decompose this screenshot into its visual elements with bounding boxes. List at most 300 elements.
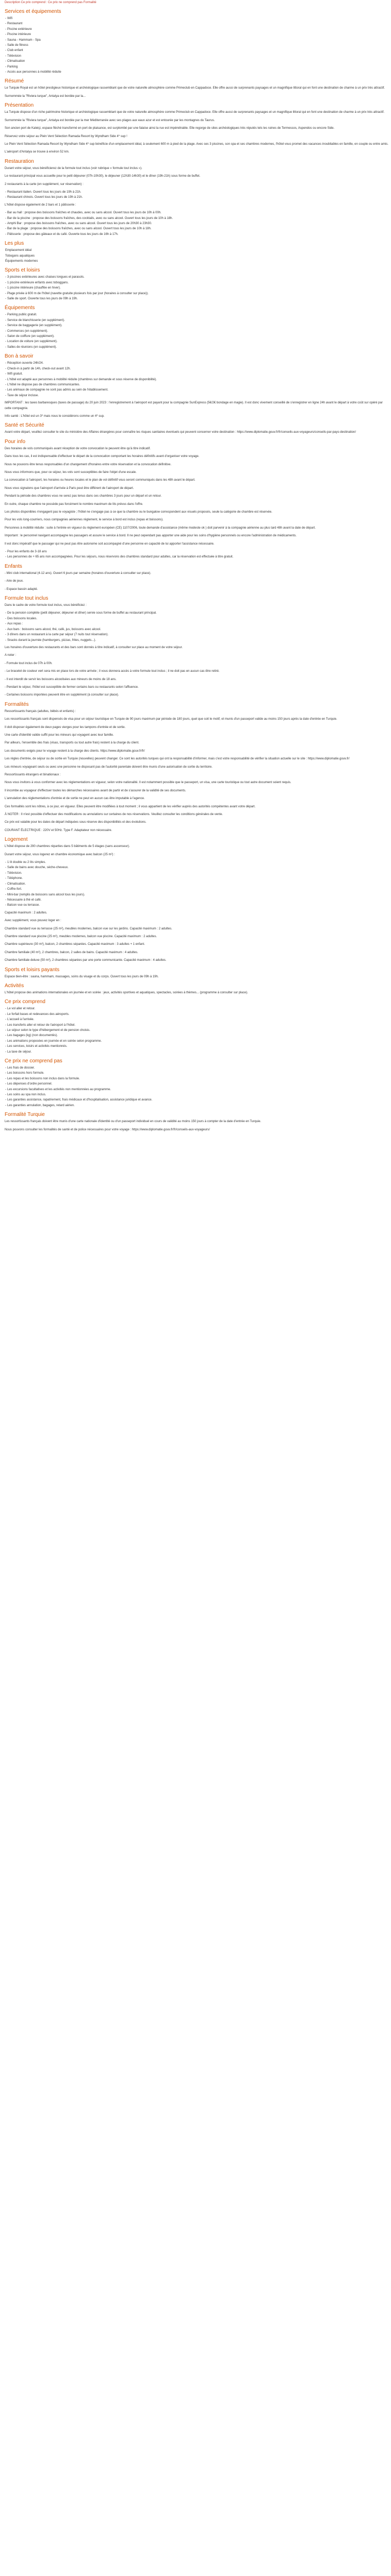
list-item bbox=[5, 1081, 389, 1087]
list-item bbox=[5, 892, 389, 897]
dash-bullet: - bbox=[5, 340, 6, 344]
section-activites bbox=[5, 982, 389, 995]
list-item-label: Sauna - Hammam - Spa bbox=[7, 38, 41, 42]
section-list bbox=[5, 275, 389, 301]
dash-bullet: - bbox=[5, 196, 6, 199]
section-list bbox=[5, 16, 389, 75]
list-item bbox=[5, 275, 389, 280]
section-paragraph: Info santé : L'hôtel est un 3* mais nous le considérons comme un 4* sup. bbox=[5, 414, 105, 418]
dash-bullet: - bbox=[5, 633, 6, 637]
section-paragraph: Le restaurant principal vous accueille pour le petit déjeuner (07h-10h30), le déjeuner (12h30-14h30) et le dîner (19h-21h) sous forme de buffet. bbox=[5, 175, 201, 178]
list-item-label: 3 piscines extérieures avec chaises longues et parasols. bbox=[7, 276, 85, 279]
list-item-label: Les frais de dossier. bbox=[7, 1066, 35, 1070]
dash-bullet: - bbox=[5, 866, 6, 870]
list-item-label: Salon de coiffure (en supplément). bbox=[7, 335, 55, 338]
section-paragraph: Ce prix est valable pour les dates de départ indiquées sous réserve des disponibilités et des évolutions. bbox=[5, 821, 146, 824]
section-paragraph: COURANT ÉLECTRIQUE : 220V et 50Hz. Type F. Adaptateur non nécessaire. bbox=[5, 828, 112, 832]
section-paragraph: Les ressortissants français doivent être munis d'une carte nationale d'identité ou d'un passeport individuel en cours de validité au moins 150 jours à compter de la date d'entrée en Turquie. bbox=[5, 1120, 262, 1124]
list-item bbox=[5, 1076, 389, 1081]
section-heading: Santé et Sécurité bbox=[5, 422, 44, 429]
section-paragraph: Ces formalités sont les nôtres, à ce jour, en vigueur. Elles peuvent être modifiées à tout moment ; il vous appartient de les vérifier auprès des autorités compétentes avant votre départ. bbox=[5, 805, 256, 808]
list-item bbox=[5, 616, 389, 621]
list-item-label: L'accueil à l'arrivée. bbox=[7, 1018, 35, 1022]
list-item bbox=[5, 54, 389, 59]
list-item-label: Les services, loisirs et activités mentionnés. bbox=[7, 1045, 68, 1048]
dash-bullet: - bbox=[5, 216, 6, 220]
dash-bullet: - bbox=[5, 394, 6, 397]
list-item-label: Service de baggagerie (en supplément). bbox=[7, 324, 62, 328]
section-paragraph: L'hôtel dispose également de 2 bars et 1 pâtisserie : bbox=[5, 203, 76, 207]
section-paragraph: - Le bracelet de couleur vert sera mis en place lors de votre arrivée ; il vous donnera accès à votre formule tout inclus ; il ne doit pas en aucun cas être retiré. bbox=[5, 670, 220, 673]
list-item bbox=[5, 43, 389, 48]
list-item-label: Les boissons hors formule. bbox=[7, 1072, 44, 1075]
section-paragraph: Pour les vols long-courriers, nous compagnies aériennes règlement, le service à bord est inclus (repas et boissons). bbox=[5, 518, 164, 522]
section-bon-a-savoir bbox=[5, 353, 389, 419]
dash-bullet: - bbox=[5, 329, 6, 333]
section-heading: Équipements bbox=[5, 305, 35, 311]
list-item-label: Télévision. bbox=[7, 871, 22, 875]
section-paragraph: - Aire de jeux. bbox=[5, 580, 24, 583]
dash-bullet: - bbox=[5, 1045, 6, 1048]
section-paragraph: Nous vous informons que, pour ce séjour, les vols sont susceptibles de faire l'objet d'une escale. bbox=[5, 470, 137, 474]
section-paragraph: Par ailleurs, l'ensemble des frais (visas, transports ou tout autre frais) restent à la charge du client. bbox=[5, 741, 139, 745]
list-item-label: Les dépenses d'ordre personnel. bbox=[7, 1082, 53, 1086]
dash-bullet: - bbox=[5, 861, 6, 865]
list-item-label: Le forfait bases et redevances des aéroports. bbox=[7, 1012, 70, 1016]
list-item-label: L'hôtel est adapté aux personnes à mobilité réduite (chambres sur demande et sous réserve de disponibilité). bbox=[7, 378, 157, 381]
dash-bullet: - bbox=[5, 555, 6, 559]
dash-bullet: - bbox=[5, 49, 6, 53]
list-item-label: Les animations proposées en journée et en soirée selon programme. bbox=[7, 1039, 102, 1043]
list-item-label: Coffre-fort. bbox=[7, 888, 22, 891]
dash-bullet: - bbox=[5, 1066, 6, 1070]
dash-bullet: - bbox=[5, 1082, 6, 1086]
section-formalite-turquie bbox=[5, 1111, 389, 1132]
section-paragraph: Capacité maximum : 2 adultes. bbox=[5, 911, 47, 914]
section-paragraph: Durant votre séjour, vous logerez en chambre économique avec balcon (25 m²) : bbox=[5, 853, 115, 856]
list-item-label: 3 dîners dans un restaurant à la carte par séjour (7 nuits tout réservation). bbox=[7, 633, 109, 637]
list-item-label: Mini-bar (remplis de boissons sans alcool tous les jours). bbox=[7, 893, 85, 896]
section-list bbox=[5, 549, 389, 560]
list-item bbox=[5, 226, 389, 231]
list-item bbox=[5, 897, 389, 903]
list-item bbox=[5, 21, 389, 26]
section-paragraph: L'aéroport d'Antalya se trouve à environ 52 km. bbox=[5, 150, 70, 154]
list-item-label: Salles de réunions (en supplément). bbox=[7, 345, 57, 349]
dash-bullet: - bbox=[5, 372, 6, 376]
dash-bullet: - bbox=[5, 27, 6, 31]
list-item-label: Commerces (en supplément). bbox=[7, 329, 48, 333]
list-item bbox=[5, 638, 389, 643]
list-item bbox=[5, 1087, 389, 1092]
list-item bbox=[5, 871, 389, 876]
section-paragraph: Une carte d'identité valide suffit pour les mineurs qui voyagent avec leur famille. bbox=[5, 733, 114, 737]
dash-bullet: - bbox=[5, 318, 6, 322]
section-paragraph: Surnommée la "Riviera turque", Antalya est bordée par la... bbox=[5, 94, 86, 98]
section-heading: Logement bbox=[5, 837, 28, 843]
list-item bbox=[5, 611, 389, 616]
list-item-label: Snacks durant la journée (hamburgers, pizzas, frites, nuggets...). bbox=[7, 638, 96, 642]
dash-bullet: - bbox=[5, 190, 6, 194]
list-item bbox=[5, 70, 389, 75]
list-item bbox=[5, 1065, 389, 1071]
list-item bbox=[5, 253, 389, 259]
list-item bbox=[5, 221, 389, 226]
section-heading: Pour info bbox=[5, 438, 26, 445]
section-paragraph: L'hôtel dispose de 290 chambres réparties dans 5 bâtiments de 5 étages (sans ascenseur). bbox=[5, 845, 130, 849]
section-paragraph: Des horaires de vols communiqués avant réception de votre convocation le peuvent être qu'à titre indicatif. bbox=[5, 447, 151, 450]
section-paragraph: Durant votre séjour, vous bénéficierez de la formule tout inclus (voir rubrique « formule tout inclus »). bbox=[5, 166, 142, 170]
section-paragraph: La convocation à l'aéroport, les horaires ou heures locales et le plan de vol définitif vous seront communiqués dans les 48h avant le départ. bbox=[5, 479, 196, 482]
dash-bullet: - bbox=[5, 882, 6, 886]
section-paragraph: - Certaines boissons importées peuvent être en supplément (à consulter sur place). bbox=[5, 693, 119, 697]
dash-bullet: - bbox=[5, 1072, 6, 1075]
section-paragraph: Personnes à mobilité réduite : suite à l'entrée en vigueur du règlement européen (CE) 1107/2006, toute demande d'assistance (même modeste ok ) doit parvenir à la compagnie aérienne au plus tard 48h avant la date de départ. bbox=[5, 526, 316, 530]
list-item-label: 1 lit double ou 2 lits simples. bbox=[7, 861, 46, 865]
list-item-label: Les personnes de + 65 ans non accompagnées. Pour les séjours, nous réservons des chambres standard pour adultes, car la réservation est effectuée à titre gratuit. bbox=[7, 555, 234, 559]
section-section bbox=[5, 812, 389, 833]
section-heading: Formalités bbox=[5, 701, 29, 707]
list-item bbox=[5, 632, 389, 637]
section-paragraph: Dans le cadre de votre formule tout inclus, vous bénéficiez : bbox=[5, 604, 87, 607]
dash-bullet: - bbox=[5, 33, 6, 37]
section-list bbox=[5, 248, 389, 264]
list-item-label: Téléphone. bbox=[7, 877, 23, 880]
dash-bullet: - bbox=[5, 1029, 6, 1032]
list-item bbox=[5, 1103, 389, 1108]
list-item bbox=[5, 280, 389, 285]
dash-bullet: - bbox=[5, 54, 6, 58]
list-item bbox=[5, 882, 389, 887]
list-item-label: L'hôtel ne dispose pas de chambres communicantes. bbox=[7, 383, 80, 386]
list-item-label: Piscine extérieure bbox=[7, 27, 32, 31]
dash-bullet: - bbox=[5, 871, 6, 875]
section-paragraph: - Mini club international (4-12 ans). Ouvert 6 jours par semaine (horaires d'ouverture à consulter sur place). bbox=[5, 571, 151, 575]
section-heading: Services et équipements bbox=[5, 9, 61, 14]
list-item bbox=[5, 903, 389, 908]
section-sports-et-loisirs bbox=[5, 267, 389, 301]
section-paragraph: Les photos disponibles n'engagent pas le voyagiste ; l'hôtel ne s'engage pas à ce que la chambre ou le bungalow correspondent aux visuels proposés, seule la catégorie de chambre est réservée. bbox=[5, 511, 272, 514]
dash-bullet: - bbox=[5, 898, 6, 902]
dash-bullet: - bbox=[5, 904, 6, 907]
section-heading: Ce prix comprend bbox=[5, 999, 45, 1005]
section-paragraph: La Turquie dispose d'un riche patrimoine historique et archéologique rassemblant que de votre naturelle atmosphère comme Primeclub en Cappadoce. Elle offre aussi de surprenants paysages et un magnifique littoral qui en font une destination de charme à un prix très attractif. bbox=[5, 111, 385, 114]
dash-bullet: - bbox=[5, 38, 6, 42]
dash-bullet: - bbox=[5, 628, 6, 631]
list-item bbox=[5, 345, 389, 350]
list-item bbox=[5, 1071, 389, 1076]
dash-bullet: - bbox=[5, 60, 6, 63]
dash-bullet: - bbox=[5, 17, 6, 20]
section-services-et-equipements bbox=[5, 8, 389, 75]
list-item bbox=[5, 382, 389, 387]
dash-bullet: - bbox=[5, 1093, 6, 1097]
section-formalites bbox=[5, 701, 389, 809]
list-item bbox=[5, 1049, 389, 1055]
dash-bullet: - bbox=[5, 222, 6, 225]
section-paragraph: Important : le personnel navigant accompagne les passagers et assure le service à bord. Il ne peut cependant pas apporter une aide pour les soins d'hygiène personnels ou encore l'administration de médicaments. bbox=[5, 534, 297, 538]
section-paragraph: Les documents exigés pour le voyage restent à la charge des clients. https://www.diplomatie.gouv.fr/fr/ bbox=[5, 749, 145, 753]
list-item-label: Le séjour selon le type d'hébergement et de pension choisis. bbox=[7, 1029, 90, 1032]
list-item-label: 1 piscine extérieure enfants avec toboggans. bbox=[7, 281, 69, 284]
list-item bbox=[5, 285, 389, 291]
list-item bbox=[5, 1012, 389, 1017]
section-paragraph: Nous vous signalons que l'aéroport d'arrivée à Paris peut être différent de l'aéroport de départ. bbox=[5, 486, 134, 490]
section-paragraph: L'hôtel propose des animations internationales en journée et en soirée : jeux, activités sportives et aquatiques, spectacles, soirées à thèmes... (programme à consulter sur place). bbox=[5, 991, 248, 994]
dash-bullet: - bbox=[5, 1018, 6, 1022]
section-paragraph: Les règles d'entrée, de séjour ou de sortie en Turquie (nouvelles) peuvent changer. Ce sont les autorités turques qui ont la responsabilité d'informer, mais c'est votre responsabilité de vérifier la situation actuelle sur le site : https://www.diplomatie.gouv.fr/ bbox=[5, 757, 350, 761]
section-paragraph: Les horaires d'ouverture des restaurants et des bars sont donnés à titre indicatif, à consulter sur place au moment de votre séjour. bbox=[5, 646, 183, 649]
list-item-label: Bar de la piscine : propose des boissons fraîches, des cocktails, avec ou sans alcool. Ouvert tous les jours de 10h à 18h. bbox=[7, 216, 173, 220]
section-paragraph: Chambre familiale deluxe (50 m²), 2 chambres séparées par une porte communicante. Capacité maximum : 4 adultes. bbox=[5, 959, 167, 962]
list-item-label: Aux repas : bbox=[7, 622, 23, 626]
section-paragraph: Les ressortissants français sont dispensés de visa pour un séjour touristique en Turquie de 90 jours maximum par période de 180 jours, quel que soit le motif, et munis d'un passeport valide au moins 150 jours après la date d'entrée en Turquie. bbox=[5, 718, 337, 721]
dash-bullet: - bbox=[5, 1050, 6, 1054]
section-paragraph: Dans tous les cas, il est indispensable d'effectuer le départ de la convocation comportant les horaires définitifs avant d'organiser votre voyage. bbox=[5, 455, 200, 459]
list-item-label: Location de voiture (en supplément). bbox=[7, 340, 58, 344]
section-paragraph: Surnommée la "Riviera turque", Antalya est bordée par la mer Méditerranée avec ses plages aux eaux azur et est entourée par les montagnes du Taurus. bbox=[5, 118, 215, 122]
list-item bbox=[5, 32, 389, 37]
dash-bullet: - bbox=[5, 612, 6, 615]
list-item-label: Wifi bbox=[7, 17, 12, 20]
section-paragraph: En outre, chaque chambre ne possède pas forcément le nombre maximum de lits prévus dans l'offre. bbox=[5, 502, 143, 506]
sections-container bbox=[5, 8, 389, 1132]
list-item-label: Accès aux personnes à mobilité réduite bbox=[7, 71, 61, 74]
section-heading: Restauration bbox=[5, 158, 34, 164]
section-sports-et-loisirs-payants bbox=[5, 967, 389, 979]
list-item-label: Salle de bains avec douche, sèche-cheveux. bbox=[7, 866, 69, 870]
dash-bullet: - bbox=[5, 877, 6, 880]
list-item bbox=[5, 377, 389, 382]
section-paragraph: Ressortissants français (adultes, bébés et enfants) : bbox=[5, 709, 76, 713]
list-item-label: Les garanties annulation, bagages, retard aérien. bbox=[7, 1104, 75, 1107]
section-heading: Résumé bbox=[5, 78, 24, 84]
section-pour-info bbox=[5, 438, 389, 560]
section-heading: Enfants bbox=[5, 563, 22, 569]
section-paragraph: Ressortissants étrangers et binationaux : bbox=[5, 773, 61, 776]
section-heading: Ce prix ne comprend pas bbox=[5, 1058, 62, 1064]
list-item bbox=[5, 627, 389, 632]
section-paragraph: Le Plein Vent Sélection Ramada Resort by Wyndham Side 4* sup bénéficie d'un emplacement idéal, à seulement 600 m à pied de la plage. Avec ses 3 piscines, son spa et ses chambres modernes, l'hôtel vous promet des vacances inoubliables en famille, en couple ou entre amis. bbox=[5, 142, 388, 146]
section-logement bbox=[5, 836, 389, 963]
list-item bbox=[5, 366, 389, 371]
list-item bbox=[5, 621, 389, 626]
list-item-label: Les repas et les boissons non inclus dans la formule. bbox=[7, 1077, 80, 1080]
section-paragraph: 2 restaurants à la carte (en supplément, sur réservation) : bbox=[5, 182, 84, 186]
section-ce-prix-ne-comprend-pas bbox=[5, 1058, 389, 1108]
list-item bbox=[5, 549, 389, 554]
section-paragraph: Il incombe au voyageur d'effectuer toutes les démarches nécessaires avant de partir et de s'assurer de la validité de ses documents. bbox=[5, 789, 186, 792]
list-item-label: Les bagages (kg) (non documentés). bbox=[7, 1034, 58, 1038]
dash-bullet: - bbox=[5, 362, 6, 365]
list-item bbox=[5, 1044, 389, 1049]
section-paragraph: Avant votre départ, veuillez consulter le site du ministère des Affaires étrangères pour connaître les risques sanitaires éventuels qui peuvent concerner votre destination : https://www.diplomatie.gouv.fr/fr/conseils-aux-voyageurs/conseils-par-pays-destination/ bbox=[5, 431, 356, 434]
section-list bbox=[5, 1065, 389, 1108]
list-item-label: De la pension complète (petit déjeuner, déjeuner et dîner) servie sous forme de buffet au restaurant principal. bbox=[7, 612, 157, 615]
list-item-label: Équipements modernes bbox=[5, 260, 38, 263]
list-item bbox=[5, 371, 389, 377]
dash-bullet: - bbox=[5, 1034, 6, 1038]
list-item-label: Pour les enfants de 3-18 ans bbox=[7, 550, 47, 554]
list-item bbox=[5, 1092, 389, 1097]
dash-bullet: - bbox=[5, 1007, 6, 1011]
list-item bbox=[5, 334, 389, 339]
dash-bullet: - bbox=[5, 893, 6, 896]
section-sante-et-securite bbox=[5, 422, 389, 435]
list-item bbox=[5, 387, 389, 393]
dash-bullet: - bbox=[5, 383, 6, 386]
list-item-label: Emplacement idéal bbox=[5, 249, 32, 252]
section-paragraph: Nous pouvons consulter les formalités de santé et de police nécessaires pour votre voyage : https://www.diplomatie.gouv.fr/fr/conseils-aux-voyageurs/ bbox=[5, 1128, 210, 1131]
section-heading: Sports et loisirs bbox=[5, 267, 40, 274]
list-item bbox=[5, 259, 389, 264]
dash-bullet: - bbox=[5, 622, 6, 626]
list-item-label: Nécessaire à thé et café. bbox=[7, 898, 42, 902]
dash-bullet: - bbox=[5, 227, 6, 231]
list-item bbox=[5, 38, 389, 43]
dash-bullet: - bbox=[5, 22, 6, 26]
dash-bullet: - bbox=[5, 1039, 6, 1043]
section-paragraph: Chambre standard vue piscine (25 m²), meubles modernes, balcon vue piscine. Capacité maximum : 2 adultes. bbox=[5, 935, 157, 938]
list-item-label: Les excursions facultatives et les activités non mentionnées au programme. bbox=[7, 1088, 111, 1091]
list-item-label: 1 piscine intérieure (chauffée en hiver). bbox=[7, 286, 61, 290]
list-item-label: Les transferts aller et retour de l'aéroport à l'hôtel. bbox=[7, 1023, 76, 1027]
dash-bullet: - bbox=[5, 71, 6, 74]
list-item-label: Réception ouverte 24h/24. bbox=[7, 362, 44, 365]
section-section bbox=[5, 653, 389, 698]
section-list bbox=[5, 312, 389, 350]
list-item bbox=[5, 48, 389, 53]
dash-bullet: - bbox=[5, 211, 6, 215]
section-restauration bbox=[5, 158, 389, 237]
dash-bullet: - bbox=[5, 232, 6, 236]
list-item-label: Service de blanchisserie (en supplément). bbox=[7, 318, 65, 322]
list-item-label: La taxe de séjour. bbox=[7, 1050, 32, 1054]
section-paragraph: Il est donc impératif que le passager qui ne peut pas être autonome soit accompagné d'une personne en capacité de lui apporter l'assistance nécessaire. bbox=[5, 542, 215, 546]
section-list bbox=[5, 361, 389, 398]
section-paragraph: - Formule tout inclus de 07h à 00h. bbox=[5, 662, 53, 665]
list-item bbox=[5, 296, 389, 301]
list-item-label: Balcon vue ou terrasse. bbox=[7, 904, 40, 907]
dash-bullet: - bbox=[5, 1088, 6, 1091]
list-item bbox=[5, 232, 389, 237]
list-item bbox=[5, 1017, 389, 1022]
section-enfants bbox=[5, 563, 389, 592]
dash-bullet: - bbox=[5, 313, 6, 317]
section-paragraph: Réservez votre séjour au Plein Vent Sélection Ramada Resort by Wyndham Side 4* sup ! bbox=[5, 134, 127, 138]
section-paragraph: Avec supplément, vous pouvez loger en : bbox=[5, 919, 61, 923]
list-item bbox=[5, 1006, 389, 1011]
list-item bbox=[5, 339, 389, 344]
section-paragraph: Chambre familiale (40 m²), 2 chambres, balcon, 2 salles de bains. Capacité maximum : 4 adultes. bbox=[5, 951, 138, 954]
list-item-label: Des boissons locales. bbox=[7, 617, 38, 620]
dash-bullet: - bbox=[5, 367, 6, 370]
list-item bbox=[5, 291, 389, 296]
dash-bullet: - bbox=[5, 888, 6, 891]
section-paragraph: Le Turquie Royal est un hôtel prestigieux historique et archéologique rassemblant que de votre naturelle atmosphère comme Primeclub en Cappadoce. Elle offre aussi de surprenants paysages et un magnifique littoral qui en font une destination de charme à un prix très attractif. bbox=[5, 87, 385, 90]
list-item-label: Aux bars : boissons sans alcool, thé, café, jus, boissons avec alcool. bbox=[7, 628, 101, 631]
list-item bbox=[5, 876, 389, 881]
list-item bbox=[5, 210, 389, 215]
list-item bbox=[5, 1023, 389, 1028]
list-item bbox=[5, 318, 389, 323]
dash-bullet: - bbox=[5, 638, 6, 642]
list-item bbox=[5, 216, 389, 221]
dash-bullet: - bbox=[5, 65, 6, 69]
list-item-label: Pâtisserie : propose des gâteaux et du café. Ouverte tous les jours de 16h à 17h. bbox=[7, 232, 119, 236]
list-item-label: Climatisation. bbox=[7, 882, 26, 886]
section-paragraph: Chambre supérieure (30 m²), balcon, 2 chambres séparées. Capacité maximum : 3 adultes + 1 enfant. bbox=[5, 943, 145, 946]
list-item-label: Les garanties assistance, rapatriement, frais médicaux et d'hospitalisation, assistance juridique et avance. bbox=[7, 1098, 153, 1102]
list-item bbox=[5, 312, 389, 317]
section-formule-tout-inclus bbox=[5, 595, 389, 650]
dash-bullet: - bbox=[5, 286, 6, 290]
page-intro: Description Ce prix comprend : Ce prix ne comprend pas Formalité bbox=[5, 1, 96, 4]
dash-bullet: - bbox=[5, 1077, 6, 1080]
list-item-label: Tobogans aquatiques bbox=[5, 254, 35, 258]
list-item-label: Climatisation bbox=[7, 60, 25, 63]
list-item bbox=[5, 1039, 389, 1044]
list-item-label: Parking bbox=[7, 65, 18, 69]
section-paragraph: Son ancien port de Kaleiçi, espace fléché transformé en port de plaisance, est surplombé par une falaise ainsi la rue est impénétrable. Elle regorge de sites archéologiques très réputés tels les ruines de Termessos, Aspendos ou encore Side. bbox=[5, 127, 335, 130]
list-item-label: Le vol aller et retour. bbox=[7, 1007, 36, 1011]
list-item bbox=[5, 887, 389, 892]
list-item bbox=[5, 329, 389, 334]
list-item-label: Les soins au spa non inclus. bbox=[7, 1093, 46, 1097]
list-item bbox=[5, 16, 389, 21]
dash-bullet: - bbox=[5, 1023, 6, 1027]
list-item bbox=[5, 190, 389, 195]
section-paragraph: Il doit disposer également de deux pages vierges pour les tampons d'entrée et de sortie. bbox=[5, 725, 126, 729]
section-paragraph: Nous ne pouvons être tenus responsables d'un changement d'horaires entre votre réservation et la convocation définitive. bbox=[5, 463, 172, 466]
section-paragraph: - Il est interdit de servir les boissons alcoolisées aux mineurs de moins de 18 ans. bbox=[5, 677, 117, 681]
section-list bbox=[5, 1006, 389, 1055]
section-list bbox=[5, 611, 389, 642]
list-item bbox=[5, 248, 389, 253]
list-item-label: Wifi gratuit. bbox=[7, 372, 23, 376]
list-item bbox=[5, 860, 389, 865]
section-paragraph: - Pendant le séjour, l'hôtel est susceptible de fermer certains bars ou restaurants selon l'affluence. bbox=[5, 685, 139, 689]
section-list bbox=[5, 190, 389, 200]
dash-bullet: - bbox=[5, 324, 6, 328]
dash-bullet: - bbox=[5, 388, 6, 392]
section-ce-prix-comprend bbox=[5, 998, 389, 1055]
list-item bbox=[5, 323, 389, 328]
list-item-label: Restaurant italien. Ouvert tous les jours de 19h à 21h. bbox=[7, 190, 82, 194]
dash-bullet: - bbox=[5, 1012, 6, 1016]
list-item bbox=[5, 361, 389, 366]
section-heading: Bon à savoir bbox=[5, 353, 34, 360]
list-item-label: Bar au hall : propose des boissons fraîches et chaudes, avec ou sans alcool. Ouvert tous les jours de 10h à 00h. bbox=[7, 211, 161, 215]
list-item-label: Bar de la plage : propose des boissons fraîches, avec ou sans alcool. Ouvert tous les jours de 10h à 18h. bbox=[7, 227, 152, 231]
list-item-label: Télévision bbox=[7, 54, 22, 58]
dash-bullet: - bbox=[5, 617, 6, 620]
list-item bbox=[5, 195, 389, 200]
section-paragraph: IMPORTANT : les taxes barbaresques (taxes de passage) du 20 juin 2023 : l'enregistrement à l'aéroport est payant pour la compagnie SunExpress (5€/2€ bondage en magie). Il est donc vivement conseillé de s'enregistrer en ligne 24h avant le départ à votre coût sur opéré par cette compagnie. bbox=[5, 401, 383, 410]
list-item-label: Plage privée à 600 m de l'hôtel (navette gratuite plusieurs fois par jour (horaires à consulter sur place)). bbox=[7, 292, 149, 295]
list-item-label: Parking public gratuit. bbox=[7, 313, 37, 317]
section-heading: Activités bbox=[5, 982, 24, 989]
dash-bullet: - bbox=[5, 335, 6, 338]
list-item-label: Restaurant chinois. Ouvert tous les jours de 19h à 21h. bbox=[7, 196, 83, 199]
list-item bbox=[5, 27, 389, 32]
dash-bullet: - bbox=[5, 550, 6, 554]
list-item-label: Salle de fitness bbox=[7, 44, 28, 47]
dash-bullet: - bbox=[5, 281, 6, 284]
dash-bullet: - bbox=[5, 297, 6, 301]
section-heading: Les plus bbox=[5, 241, 24, 247]
dash-bullet: - bbox=[5, 276, 6, 279]
